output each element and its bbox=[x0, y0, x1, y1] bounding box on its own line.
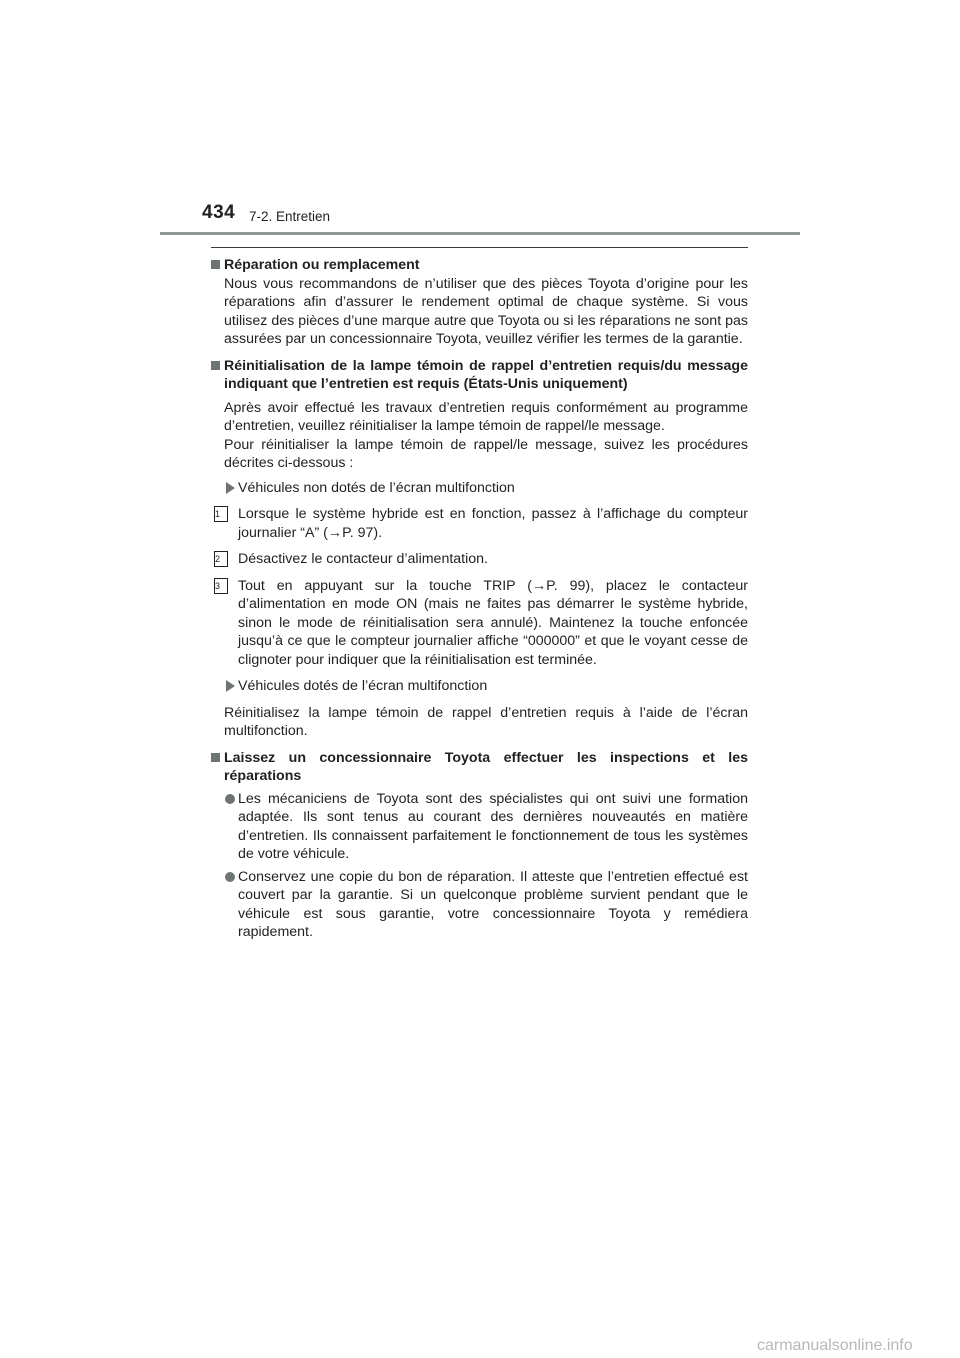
subheading-no-display bbox=[211, 479, 748, 498]
page-number: 434 bbox=[202, 202, 236, 223]
section-title: 7-2. Entretien bbox=[249, 209, 331, 224]
step-number-box: 1 bbox=[214, 506, 228, 522]
section-heading bbox=[211, 256, 748, 275]
section-dealer bbox=[211, 749, 748, 942]
step-text: Désactivez le contacteur d’alimentation. bbox=[238, 551, 488, 567]
subheading-text: Véhicules dotés de l’écran multifonction bbox=[238, 678, 488, 694]
header-divider bbox=[160, 232, 800, 235]
section-heading bbox=[211, 357, 748, 394]
page-header bbox=[0, 0, 960, 240]
list-item bbox=[211, 868, 748, 942]
heading-text: Réparation ou remplacement bbox=[224, 257, 420, 273]
heading-text: Laissez un concessionnaire Toyota effectuer les inspections et les réparations bbox=[224, 749, 748, 784]
step-item bbox=[211, 550, 748, 569]
step-item bbox=[211, 577, 748, 670]
step-text: Tout en appuyant sur la touche TRIP (→P. 99), placez le contacteur d’alimentation en mode ON (mais ne faites pas démarrer le système hybride, sinon le mode de réinitialisation sera annulé). Maintenez la touche enfoncée jusqu’à ce que le compteur journalier affiche “000000” et que le voyant cesse de clignoter pour indiquer que la réinitialisation est terminée. bbox=[238, 577, 748, 668]
step-item bbox=[211, 505, 748, 542]
step-number-box: 3 bbox=[214, 578, 228, 594]
step-text: Lorsque le système hybride est en fonction, passez à l’affichage du compteur journalier “A” (→P. 97). bbox=[238, 506, 748, 541]
subheading-display bbox=[211, 677, 748, 696]
paragraph: Nous vous recommandons de n’utiliser que des pièces Toyota d’origine pour les réparations afin d’assurer le rendement optimal de chaque système. Si vous utilisez des pièces d’une marque autre que Toyota ou si les réparations ne sont pas assurées par un concessionnaire Toyota, veuillez vérifier les termes de la garantie. bbox=[224, 275, 748, 347]
page-content bbox=[211, 256, 748, 950]
square-bullet-icon bbox=[211, 753, 220, 762]
list-item-text: Les mécaniciens de Toyota sont des spécialistes qui ont suivi une formation adaptée. Ils sont tenus au courant des dernières nouveautés en matière d’entretien. Ils connaissent parfaitement le fonctionnement de tous les systèmes de votre véhicule. bbox=[238, 790, 748, 862]
step-number-box: 2 bbox=[214, 551, 228, 567]
paragraph: Pour réinitialiser la lampe témoin de rappel/le message, suivez les procédures décrites ci-dessous : bbox=[224, 436, 748, 471]
list-item bbox=[211, 790, 748, 864]
section-repair bbox=[211, 256, 748, 349]
watermark: carmanualsonline.info bbox=[757, 1337, 913, 1354]
paragraph: Après avoir effectué les travaux d’entretien requis conformément au programme d’entretien, veuillez réinitialiser la lampe témoin de rappel/le message. bbox=[224, 399, 748, 434]
triangle-arrow-icon bbox=[226, 482, 235, 494]
content-divider bbox=[211, 247, 748, 248]
square-bullet-icon bbox=[211, 260, 220, 269]
triangle-arrow-icon bbox=[226, 680, 235, 692]
circle-bullet-icon bbox=[225, 794, 235, 804]
section-heading bbox=[211, 749, 748, 786]
square-bullet-icon bbox=[211, 361, 220, 370]
circle-bullet-icon bbox=[225, 872, 235, 882]
subheading-text: Véhicules non dotés de l’écran multifonction bbox=[238, 479, 515, 496]
section-reset bbox=[211, 357, 748, 741]
paragraph: Réinitialisez la lampe témoin de rappel d’entretien requis à l’aide de l’écran multifonction. bbox=[224, 704, 748, 739]
list-item-text: Conservez une copie du bon de réparation. Il atteste que l’entretien effectué est couvert par la garantie. Si un quelconque problème survient pendant que le véhicule est sous garantie, votre concessionnaire Toyota y remédiera rapidement. bbox=[238, 868, 748, 940]
heading-text: Réinitialisation de la lampe témoin de rappel d’entretien requis/du message indiquant que l’entretien est requis (États-Unis uniquement) bbox=[224, 357, 748, 392]
